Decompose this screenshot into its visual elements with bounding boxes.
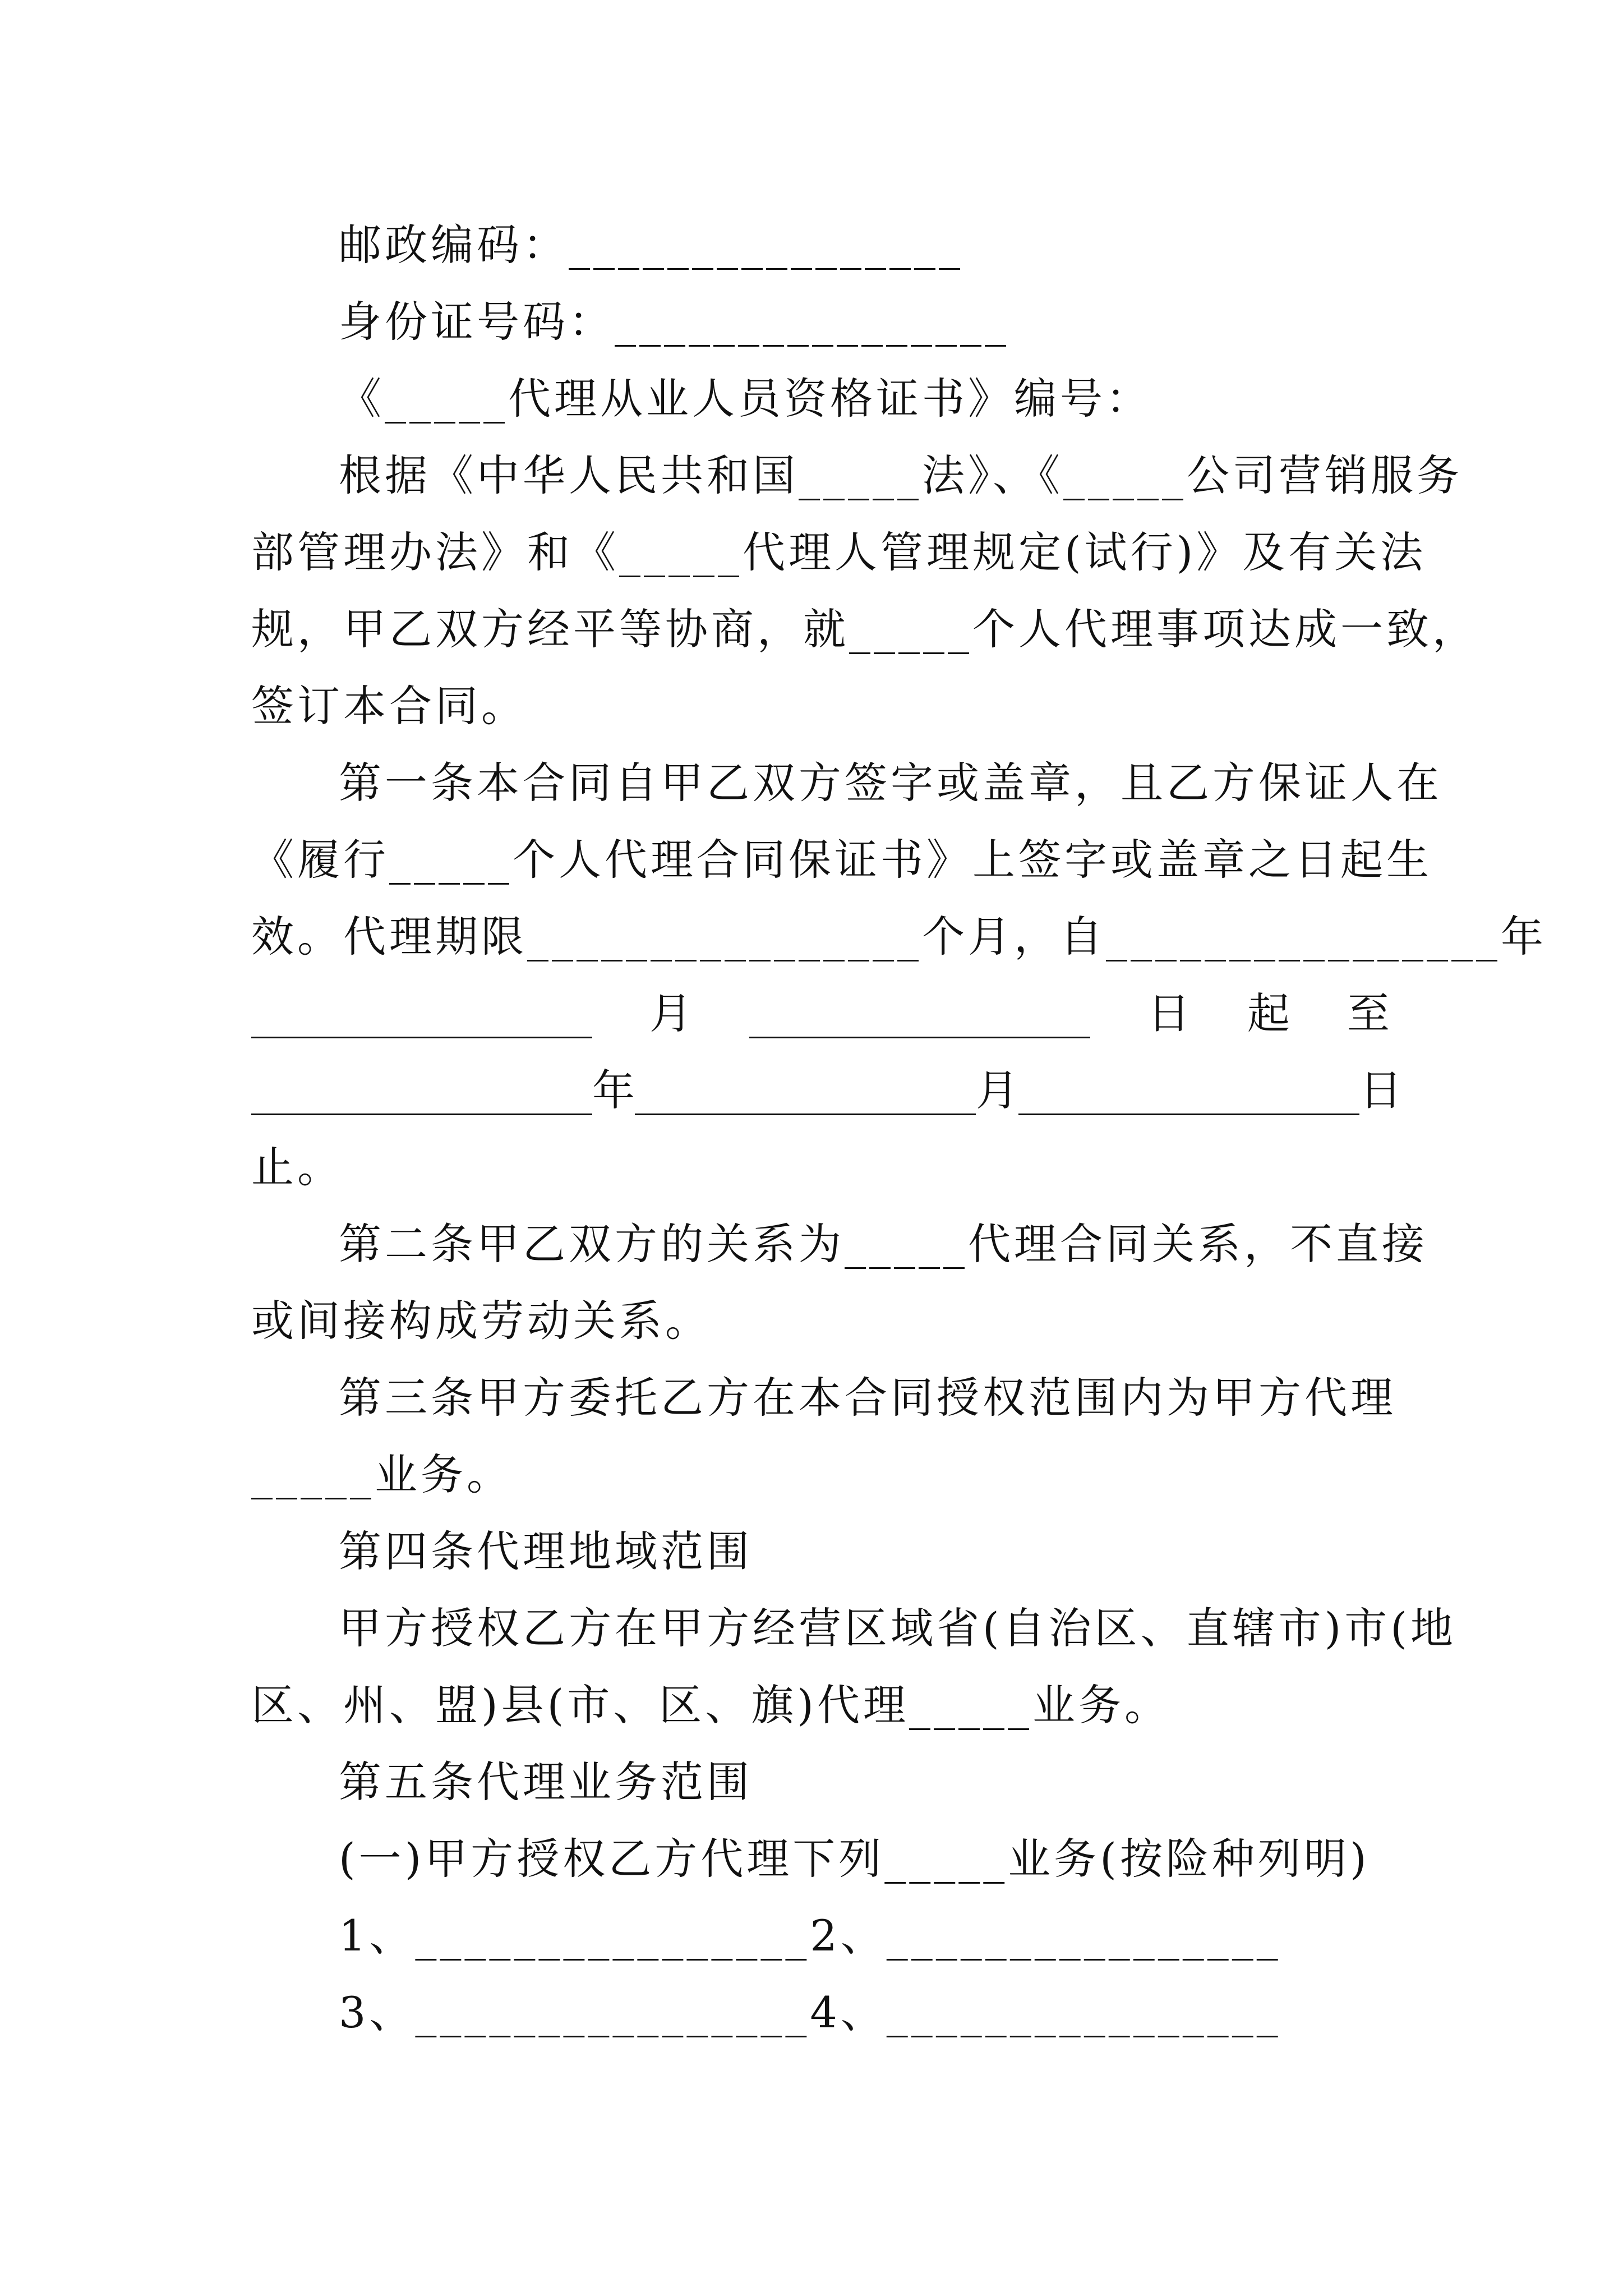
article-4-heading: 第四条代理地域范围 [339, 1526, 753, 1576]
article-1-line-2: 《履行_____个人代理合同保证书》上签字或盖章之日起生 [251, 835, 1432, 885]
blank-field: ________________ [1018, 1065, 1359, 1115]
article-1-line-1: 第一条本合同自甲乙双方签字或盖章，且乙方保证人在 [339, 758, 1442, 808]
article-3-line-2: _____业务。 [251, 1450, 513, 1499]
day-label: 日 [1359, 1065, 1402, 1115]
article-4-line-2: 区、州、盟)县(市、区、旗)代理_____业务。 [251, 1680, 1170, 1730]
certificate-number-line: 《_____代理从业人员资格证书》编号： [339, 374, 1152, 424]
to-label: 至 [1347, 988, 1390, 1038]
preamble-line-3: 规，甲乙双方经平等协商，就_____个人代理事项达成一致， [251, 604, 1478, 654]
preamble-line-4: 签订本合同。 [251, 681, 527, 731]
preamble-line-1: 根据《中华人民共和国_____法》、《_____公司营销服务 [339, 450, 1463, 500]
id-number-line: 身份证号码：________________ [339, 297, 1009, 347]
article-5-items-3-4: 3、________________4、________________ [339, 1987, 1281, 2037]
article-1-line-end: 止。 [251, 1142, 343, 1192]
article-1-date-line-to [251, 1052, 1402, 1129]
blank-field: ________________ [635, 1065, 976, 1115]
postal-code-line: 邮政编码：________________ [339, 220, 963, 270]
month-label: 月 [649, 988, 692, 1038]
blank-field: ________________ [251, 988, 592, 1038]
article-4-line-1: 甲方授权乙方在甲方经营区域省(自治区、直辖市)市(地 [339, 1603, 1456, 1653]
blank-field: ________________ [251, 1065, 592, 1115]
preamble-line-2: 部管理办法》和《_____代理人管理规定(试行)》及有关法 [251, 527, 1427, 577]
from-label: 起 [1247, 988, 1290, 1038]
article-2-line-1: 第二条甲乙双方的关系为_____代理合同关系，不直接 [339, 1219, 1428, 1269]
article-5-items-1-2: 1、________________2、________________ [339, 1911, 1281, 1961]
year-label: 年 [592, 1065, 635, 1115]
day-label: 日 [1147, 988, 1190, 1038]
article-3-line-1: 第三条甲方委托乙方在本合同授权范围内为甲方代理 [339, 1373, 1396, 1423]
article-1-line-3: 效。代理期限________________个月，自________________年 [251, 912, 1547, 961]
article-5-heading: 第五条代理业务范围 [339, 1757, 753, 1807]
article-5-clause-1: (一)甲方授权乙方代理下列_____业务(按险种列明) [339, 1834, 1370, 1884]
article-1-date-line-from [251, 975, 1390, 1052]
article-2-line-2: 或间接构成劳动关系。 [251, 1296, 711, 1346]
month-label: 月 [976, 1065, 1018, 1115]
blank-field: ________________ [749, 988, 1090, 1038]
